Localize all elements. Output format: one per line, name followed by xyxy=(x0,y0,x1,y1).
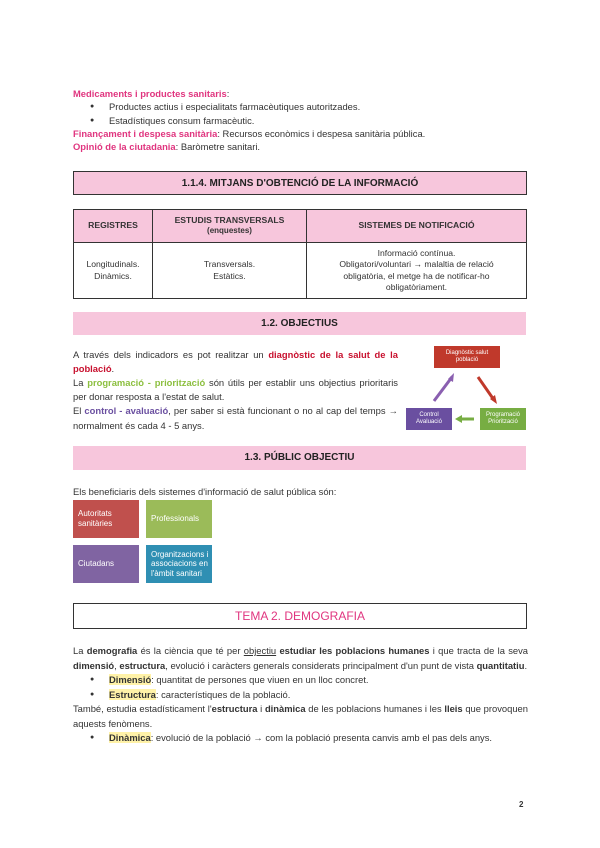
demografia-text xyxy=(73,644,528,746)
list-item: ● Dinàmica: evolució de la població → com la població presenta canvis amb el pas dels anys. xyxy=(73,731,528,746)
top-block xyxy=(73,87,528,154)
dinamica-term: Dinàmica xyxy=(109,732,151,744)
list-item: ● Estructura: característiques de la població. xyxy=(73,688,528,703)
op-title: Opinió de la ciutadania xyxy=(73,141,176,153)
table-header-cell xyxy=(153,210,307,243)
cycle-node-diagnostic: Diagnòstic salut població xyxy=(434,346,500,368)
objectius-p3: El control - avaluació, per saber si està funcionant o no al cap del temps → normalment és cada 4 - 5 anys. xyxy=(73,405,398,431)
table-cell: Transversals. Estàtics. xyxy=(153,243,307,299)
public-intro: Els beneficiaris dels sistemes d'informació de salut pública són: xyxy=(73,486,337,497)
media-table xyxy=(73,209,527,299)
table-cell: Longitudinals. Dinàmics. xyxy=(74,243,153,299)
objectius-p1: A través dels indicadors es pot realitzar un diagnòstic de la salut de la població. xyxy=(73,349,398,375)
section-12-title: 1.2. OBJECTIUS xyxy=(261,318,338,329)
tile-ciutadans: Ciutadans xyxy=(73,545,139,583)
section-114-title: 1.1.4. MITJANS D'OBTENCIÓ DE LA INFORMACIÓ xyxy=(181,178,419,189)
list-item: ● Estadístiques consum farmacèutic. xyxy=(73,114,528,127)
table-header-cell: SISTEMES DE NOTIFICACIÓ xyxy=(307,210,527,243)
list-item: ● Dimensió: quantitat de persones que viuen en un lloc concret. xyxy=(73,673,528,688)
opinio-line xyxy=(73,140,528,153)
page-number: 2 xyxy=(519,800,524,809)
med-title: Medicaments i productes sanitaris xyxy=(73,88,227,99)
arrow-down-right xyxy=(478,377,494,400)
objectius-p2: La programació - priorització són útils per establir uns objectius prioritaris per donar resposta a l'estat de salut. xyxy=(73,377,398,403)
cycle-node-control: Control Avaluació xyxy=(406,408,452,430)
tema2-heading xyxy=(73,603,527,629)
demografia-p1: La demografia és la ciència que té per objectiu estudiar les poblacions humanes i que tracta de la seva dimensió, estructura, evolució i caràcters generals considerats principalment d'un punt de vista quantitatiu. xyxy=(73,645,529,671)
estructura-term: Estructura xyxy=(109,688,156,700)
section-114-heading xyxy=(73,171,527,195)
table-header-cell: REGISTRES xyxy=(74,210,153,243)
medicaments-list xyxy=(73,100,528,127)
financament-line xyxy=(73,127,528,140)
demografia-list xyxy=(73,673,528,702)
fin-title: Finançament i despesa sanitària xyxy=(73,128,218,140)
section-13-title: 1.3. PÚBLIC OBJECTIU xyxy=(244,452,355,463)
tile-professionals: Professionals xyxy=(146,500,212,538)
dimensio-term: Dimensió xyxy=(109,674,152,686)
arrow-up-left xyxy=(434,377,452,401)
diagnostic-term: diagnòstic de la salut de la població xyxy=(73,349,398,375)
demografia-p2: També, estudia estadísticament l'estructura i dinàmica de les poblacions humanes i les lleis que provoquen aquests fenòmens. xyxy=(73,703,528,729)
dinamica-list xyxy=(73,731,528,746)
tema2-title: TEMA 2. DEMOGRAFIA xyxy=(234,609,366,623)
fin-text: : Recursos econòmics i despesa sanitària pública. xyxy=(217,128,426,140)
section-12-heading xyxy=(73,312,526,335)
list-item: ● Productes actius i especialitats farmacèutiques autoritzades. xyxy=(73,100,528,113)
cycle-node-programacio: Programació Priorització xyxy=(480,408,526,430)
programacio-term: programació - priorització xyxy=(87,377,206,389)
control-term: control - avaluació xyxy=(84,405,169,417)
table-header-row xyxy=(74,210,527,243)
cycle-diagram xyxy=(404,344,528,432)
header-enquestes: (enquestes) xyxy=(207,226,252,236)
medicaments-heading: Medicaments i productes sanitaris: xyxy=(73,88,230,99)
tile-autoritats: Autoritats sanitàries xyxy=(73,500,139,538)
cycle-arrows xyxy=(404,344,528,432)
arrow-left-head xyxy=(455,415,462,423)
tile-organitzacions: Organitzacions i associacions en l'àmbit sanitari xyxy=(146,545,212,583)
section-13-heading xyxy=(73,446,526,470)
table-cell: Informació contínua. Obligatori/voluntari → malaltia de relació obligatòria, el metge ha de notificar-ho obligatòriament. xyxy=(307,243,527,299)
op-text: : Baròmetre sanitari. xyxy=(175,141,261,153)
header-transversals: ESTUDIS TRANSVERSALS xyxy=(174,215,285,226)
table-row xyxy=(74,243,527,299)
objectius-text xyxy=(73,348,398,433)
